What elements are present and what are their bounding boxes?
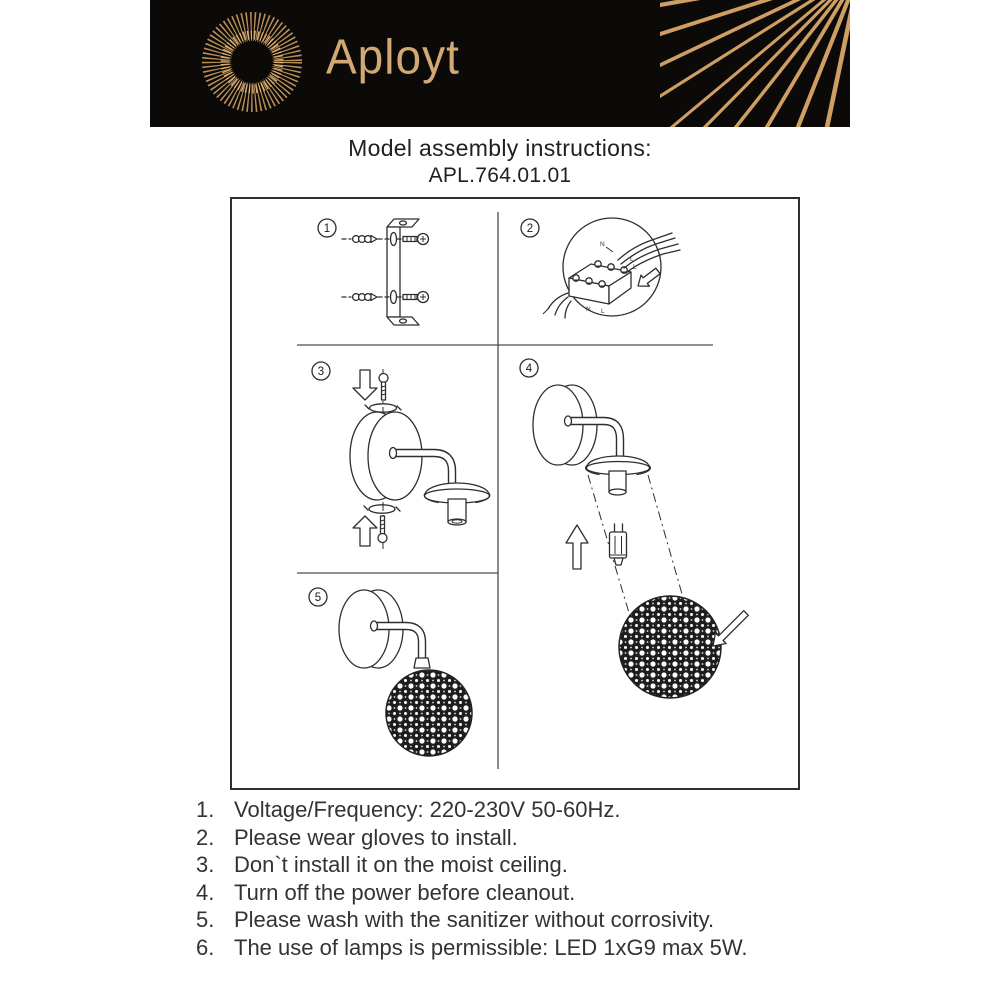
- up-arrow-icon: [353, 516, 377, 546]
- item-number: 4.: [196, 879, 215, 905]
- item-text: The use of lamps is permissible: LED 1xG9 max 5W.: [234, 934, 748, 960]
- model-number: APL.764.01.01: [428, 164, 572, 187]
- brand-name: Aployt: [326, 29, 460, 85]
- wire-label-l-bottom: L: [601, 308, 605, 315]
- down-arrow-icon: [353, 370, 377, 400]
- list-item: [196, 854, 856, 876]
- g9-bulb-icon: [610, 524, 627, 565]
- step-number-badges: [309, 219, 539, 606]
- assembly-diagram: [232, 199, 798, 788]
- step-1-bracket-drawing: [342, 219, 429, 325]
- step-1-number: 1: [323, 223, 331, 235]
- list-item: [196, 934, 856, 960]
- wall-anchor-icon: [342, 236, 389, 301]
- instruction-list: [196, 799, 856, 964]
- diagonal-arrow-icon: [713, 611, 748, 646]
- wire-label-n: N: [600, 241, 605, 248]
- assembly-diagram-frame: [230, 197, 800, 790]
- wire-label-n-bottom: N: [586, 306, 591, 313]
- step-3-number: 3: [317, 366, 325, 378]
- step-4-number: 4: [525, 363, 533, 375]
- sphere-shade: [619, 596, 721, 698]
- item-text: Please wear gloves to install.: [234, 824, 518, 850]
- item-text: Please wash with the sanitizer without corrosivity.: [234, 907, 715, 932]
- lamp-wires: [543, 293, 571, 318]
- rays-decoration-icon: [660, 0, 850, 127]
- step-2-number: 2: [526, 223, 534, 235]
- list-item: [196, 909, 856, 931]
- list-item: [196, 799, 856, 821]
- wire-label-l2: L: [633, 264, 637, 271]
- mounting-screw-icon: [397, 234, 429, 303]
- list-item: [196, 824, 856, 850]
- shade-holder: [586, 456, 651, 495]
- item-text: Don`t install it on the moist ceiling.: [234, 852, 568, 877]
- item-number: 2.: [196, 824, 215, 850]
- header-banner: [150, 0, 850, 127]
- sunburst-logo-icon: [197, 7, 307, 117]
- wire-label-l1: L: [630, 256, 634, 263]
- shade-holder: [424, 483, 489, 525]
- item-number: 3.: [196, 852, 215, 877]
- sphere-shade: [386, 670, 472, 756]
- step-2-wiring-drawing: [543, 218, 680, 318]
- item-number: 6.: [196, 934, 215, 960]
- item-number: 5.: [196, 907, 215, 932]
- item-number: 1.: [196, 797, 215, 822]
- step-5-assembled-drawing: [339, 590, 472, 756]
- list-item: [196, 879, 856, 905]
- up-arrow-icon: [566, 525, 588, 569]
- item-text: Turn off the power before cleanout.: [234, 879, 576, 905]
- item-text: Voltage/Frequency: 220-230V 50-60Hz.: [234, 797, 621, 822]
- page-title: Model assembly instructions:: [348, 135, 652, 161]
- step-3-base-drawing: [350, 369, 490, 549]
- step-4-bulb-shade-drawing: [533, 385, 748, 698]
- step-5-number: 5: [314, 592, 322, 604]
- shade-collar: [414, 658, 430, 668]
